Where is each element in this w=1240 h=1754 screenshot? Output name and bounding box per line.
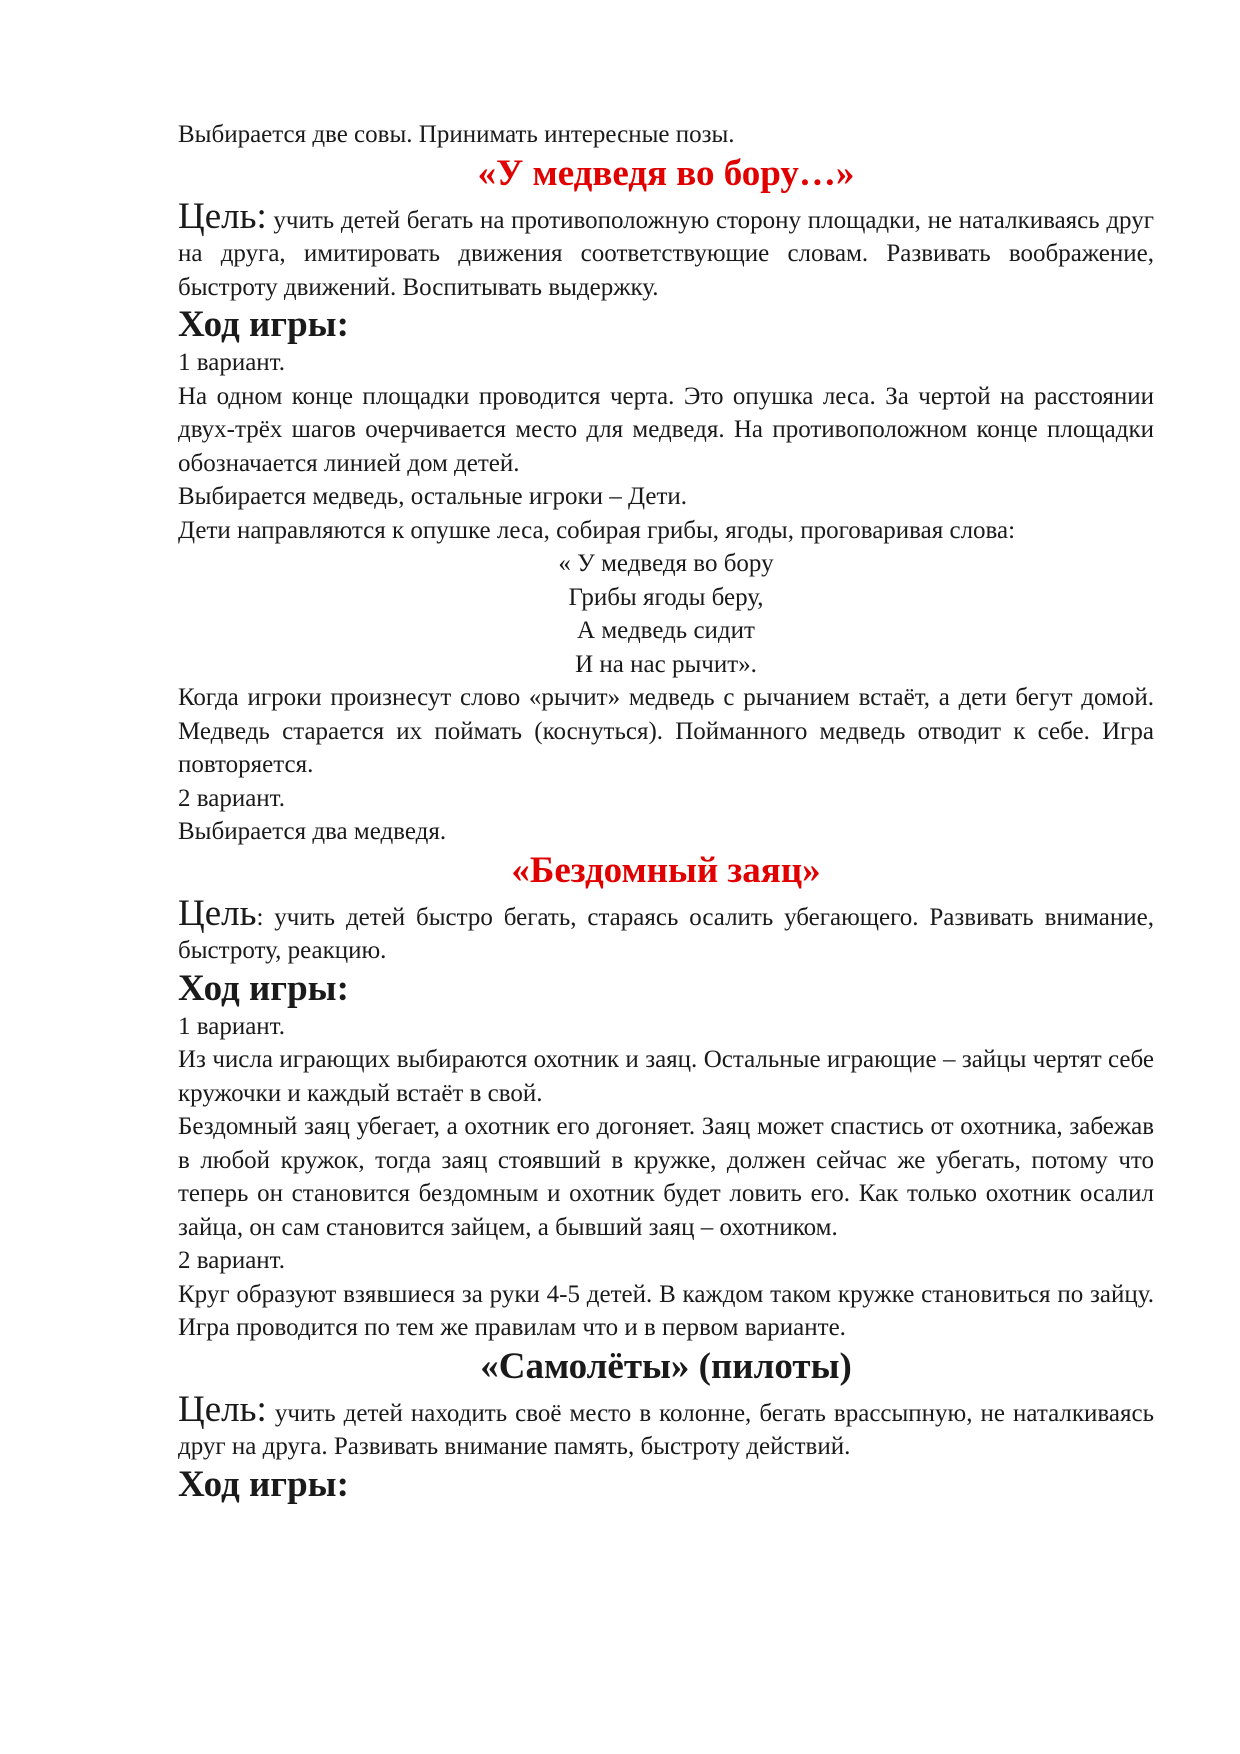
goal-label: Цель: [178, 892, 257, 934]
goal-paragraph: [178, 892, 1154, 968]
document-page: [178, 118, 1154, 1506]
goal-text: : учить детей быстро бегать, стараясь осалить убегающего. Развивать внимание, быстроту, реакцию.: [178, 903, 1154, 964]
game-title-bear: «У медведя во бору…»: [477, 152, 855, 194]
game-title-planes: «Самолёты» (пилоты): [480, 1345, 852, 1387]
goal-label: Цель:: [178, 195, 267, 237]
goal-paragraph: [178, 1388, 1154, 1464]
course-heading: Ход игры:: [178, 304, 349, 345]
paragraph: Дети направляются к опушке леса, собирая грибы, ягоды, проговаривая слова:: [178, 516, 1016, 544]
game-title-hare: «Бездомный заяц»: [511, 849, 821, 891]
paragraph: Когда игроки произнесут слово «рычит» медведь с рычанием встаёт, а дети бегут домой. Медведь старается их поймать (коснуться). Пойманного медведь отводит к себе. Игра повторяется.: [178, 684, 1154, 778]
variant-label: 1 вариант.: [178, 349, 285, 376]
goal-paragraph: [178, 195, 1154, 305]
variant-label: 1 вариант.: [178, 1012, 285, 1040]
goal-text: учить детей находить своё место в колонне, бегать врассыпную, не наталкиваясь друг на друга. Развивать внимание память, быстроту действий.: [178, 1399, 1154, 1460]
verse-line: И на нас рычит».: [575, 650, 757, 678]
variant-label: 2 вариант.: [178, 1247, 285, 1274]
goal-label: Цель:: [178, 1388, 267, 1430]
verse-line: « У медведя во бору: [558, 550, 774, 577]
verse-line: Грибы ягоды беру,: [568, 583, 764, 611]
variant-label: 2 вариант.: [178, 784, 285, 812]
paragraph: Выбирается медведь, остальные игроки – Дети.: [178, 483, 688, 510]
course-heading: Ход игры:: [178, 1463, 349, 1505]
paragraph: Выбирается два медведя.: [178, 818, 447, 845]
paragraph: Из числа играющих выбираются охотник и заяц. Остальные играющие – зайцы чертят себе кружочки и каждый встаёт в свой.: [178, 1046, 1154, 1107]
paragraph: На одном конце площадки проводится черта. Это опушка леса. За чертой на расстоянии двух-трёх шагов очерчивается место для медведя. На противоположном конце площадки обозначается линией дом детей.: [178, 382, 1154, 477]
goal-text: учить детей бегать на противоположную сторону площадки, не наталкиваясь друг на друга, имитировать движения соответствующие словам. Развивать воображение, быстроту движений. Воспитывать выдержку.: [178, 206, 1154, 301]
course-heading: Ход игры:: [178, 967, 349, 1009]
intro-line: Выбирается две совы. Принимать интересные позы.: [178, 121, 735, 148]
paragraph: Круг образуют взявшиеся за руки 4-5 детей. В каждом таком кружке становиться по зайцу. Игра проводится по тем же правилам что и в первом варианте.: [178, 1280, 1154, 1341]
paragraph: Бездомный заяц убегает, а охотник его догоняет. Заяц может спастись от охотника, забежав в любой кружок, тогда заяц стоявший в кружке, должен сейчас же убегать, потому что теперь он становится бездомным и охотник будет ловить его. Как только охотник осалил зайца, он сам становится зайцем, а бывший заяц – охотником.: [178, 1113, 1154, 1241]
verse-line: А медведь сидит: [577, 617, 755, 644]
